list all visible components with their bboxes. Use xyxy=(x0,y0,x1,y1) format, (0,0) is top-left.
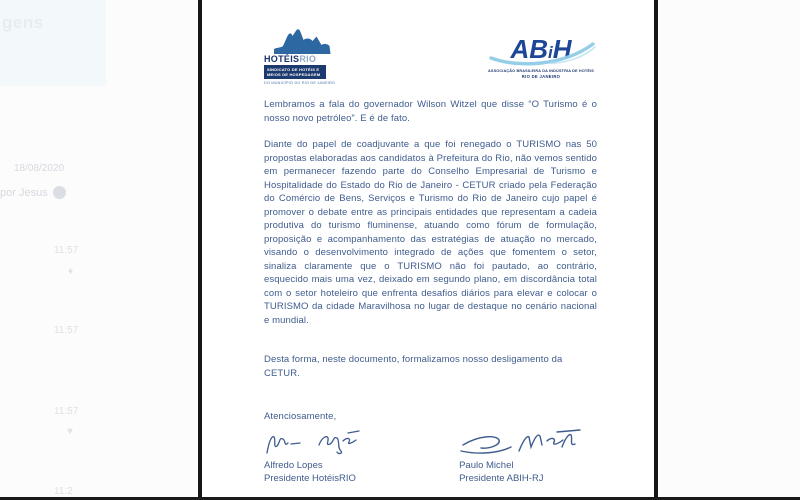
signatory-title: Presidente ABIH-RJ xyxy=(459,472,544,484)
paragraph-formal-withdrawal: Desta forma, neste documento, formalizamos nosso desligamento da CETUR. xyxy=(264,354,563,379)
alfredo-lopes-signature-icon xyxy=(264,429,374,459)
hoteisrio-tagline-box xyxy=(264,65,326,79)
ghost-bullet-icon: ♦ xyxy=(68,266,74,277)
ghost-header-block xyxy=(0,0,106,86)
signatory-name: Paulo Michel xyxy=(459,459,514,471)
ghost-timestamp: 11:2 xyxy=(54,486,73,497)
ghost-timestamp: 11:57 xyxy=(54,325,79,336)
signature-row xyxy=(264,429,597,485)
signature-block-abih xyxy=(459,429,597,485)
faded-background-page xyxy=(0,0,198,500)
abih-logo xyxy=(485,36,597,79)
paulo-michel-signature-icon xyxy=(459,429,589,459)
hoteisrio-municipality-line: DO MUNICÍPIO DO RIO DE JANEIRO xyxy=(264,81,336,85)
hoteisrio-wordmark-light: RIO xyxy=(299,54,317,64)
ghost-heart-icon: ♥ xyxy=(67,426,73,437)
ghost-avatar-icon xyxy=(53,186,66,199)
signatory-name: Alfredo Lopes xyxy=(264,459,323,471)
hoteisrio-wordmark-bold: HOTÉIS xyxy=(264,54,300,64)
hoteisrio-wordmark xyxy=(264,54,352,64)
abih-association-line: ASSOCIAÇÃO BRASILEIRA DA INDÚSTRIA DE HOTÉIS xyxy=(488,69,594,73)
ghost-byline xyxy=(0,186,66,199)
ghost-date: 18/08/2020 xyxy=(14,163,65,174)
letter-page xyxy=(198,0,658,497)
signatory-title: Presidente HotéisRIO xyxy=(264,472,356,484)
rio-mountains-icon xyxy=(273,28,331,54)
letterhead xyxy=(264,28,597,86)
abih-wordmark xyxy=(510,36,571,67)
paragraph-witzel-quote: Lembramos a fala do governador Wilson Witzel que disse “O Turismo é o nosso novo petróleo”. E é de fato. xyxy=(264,99,597,124)
abih-rio-line: RIO DE JANEIRO xyxy=(521,74,561,79)
abih-letters-ab: AB xyxy=(510,34,549,64)
letter-content xyxy=(202,0,654,485)
abih-letter-i: i xyxy=(548,43,553,62)
signature-block-hoteisrio xyxy=(264,429,459,485)
hoteisrio-tagline-line1: SINDICATO DE HOTÉIS E xyxy=(267,67,320,72)
ghost-timestamp: 11:57 xyxy=(54,245,79,256)
ghost-header-text: gens xyxy=(2,13,44,32)
hoteisrio-logo xyxy=(264,28,352,85)
abih-letter-h: H xyxy=(552,34,572,64)
paragraph-cetur-justification: Diante do papel de coadjuvante a que foi renegado o TURISMO nas 50 propostas elaboradas aos candidatos à Prefeitura do Rio, não vemos sentido em permanecer fazendo parte do Conselho Empresarial de Turismo e Hospitalidade do Estado do Rio de Janeiro - CETUR criado pela Federação do Comércio de Bens, Serviços e Turismo do Rio de Janeiro cujo papel é promover o debate entre as principais entidades que representam a cadeia produtiva do turismo fluminense, atuando como fórum de formulação, proposição e acompanhamento das estratégias de atuação no mercado, visando o desenvolvimento integrado de ações que fomentem o setor, sinaliza claramente que o TURISMO não foi pautado, ao contrário, esquecido mais uma vez, deixado em segundo plano, em discordância total com o setor hoteleiro que enfrenta desafios diários para elevar e colocar o TURISMO da cidade Maravilhosa no lugar de destaque no cenário nacional e mundial. xyxy=(264,139,597,326)
hoteisrio-tagline-line2: MEIOS DE HOSPEDAGEM xyxy=(267,72,321,77)
ghost-timestamp: 11:57 xyxy=(54,406,79,417)
ghost-byline-text: por Jesus xyxy=(0,186,48,199)
closing-salutation: Atenciosamente, xyxy=(264,411,337,422)
